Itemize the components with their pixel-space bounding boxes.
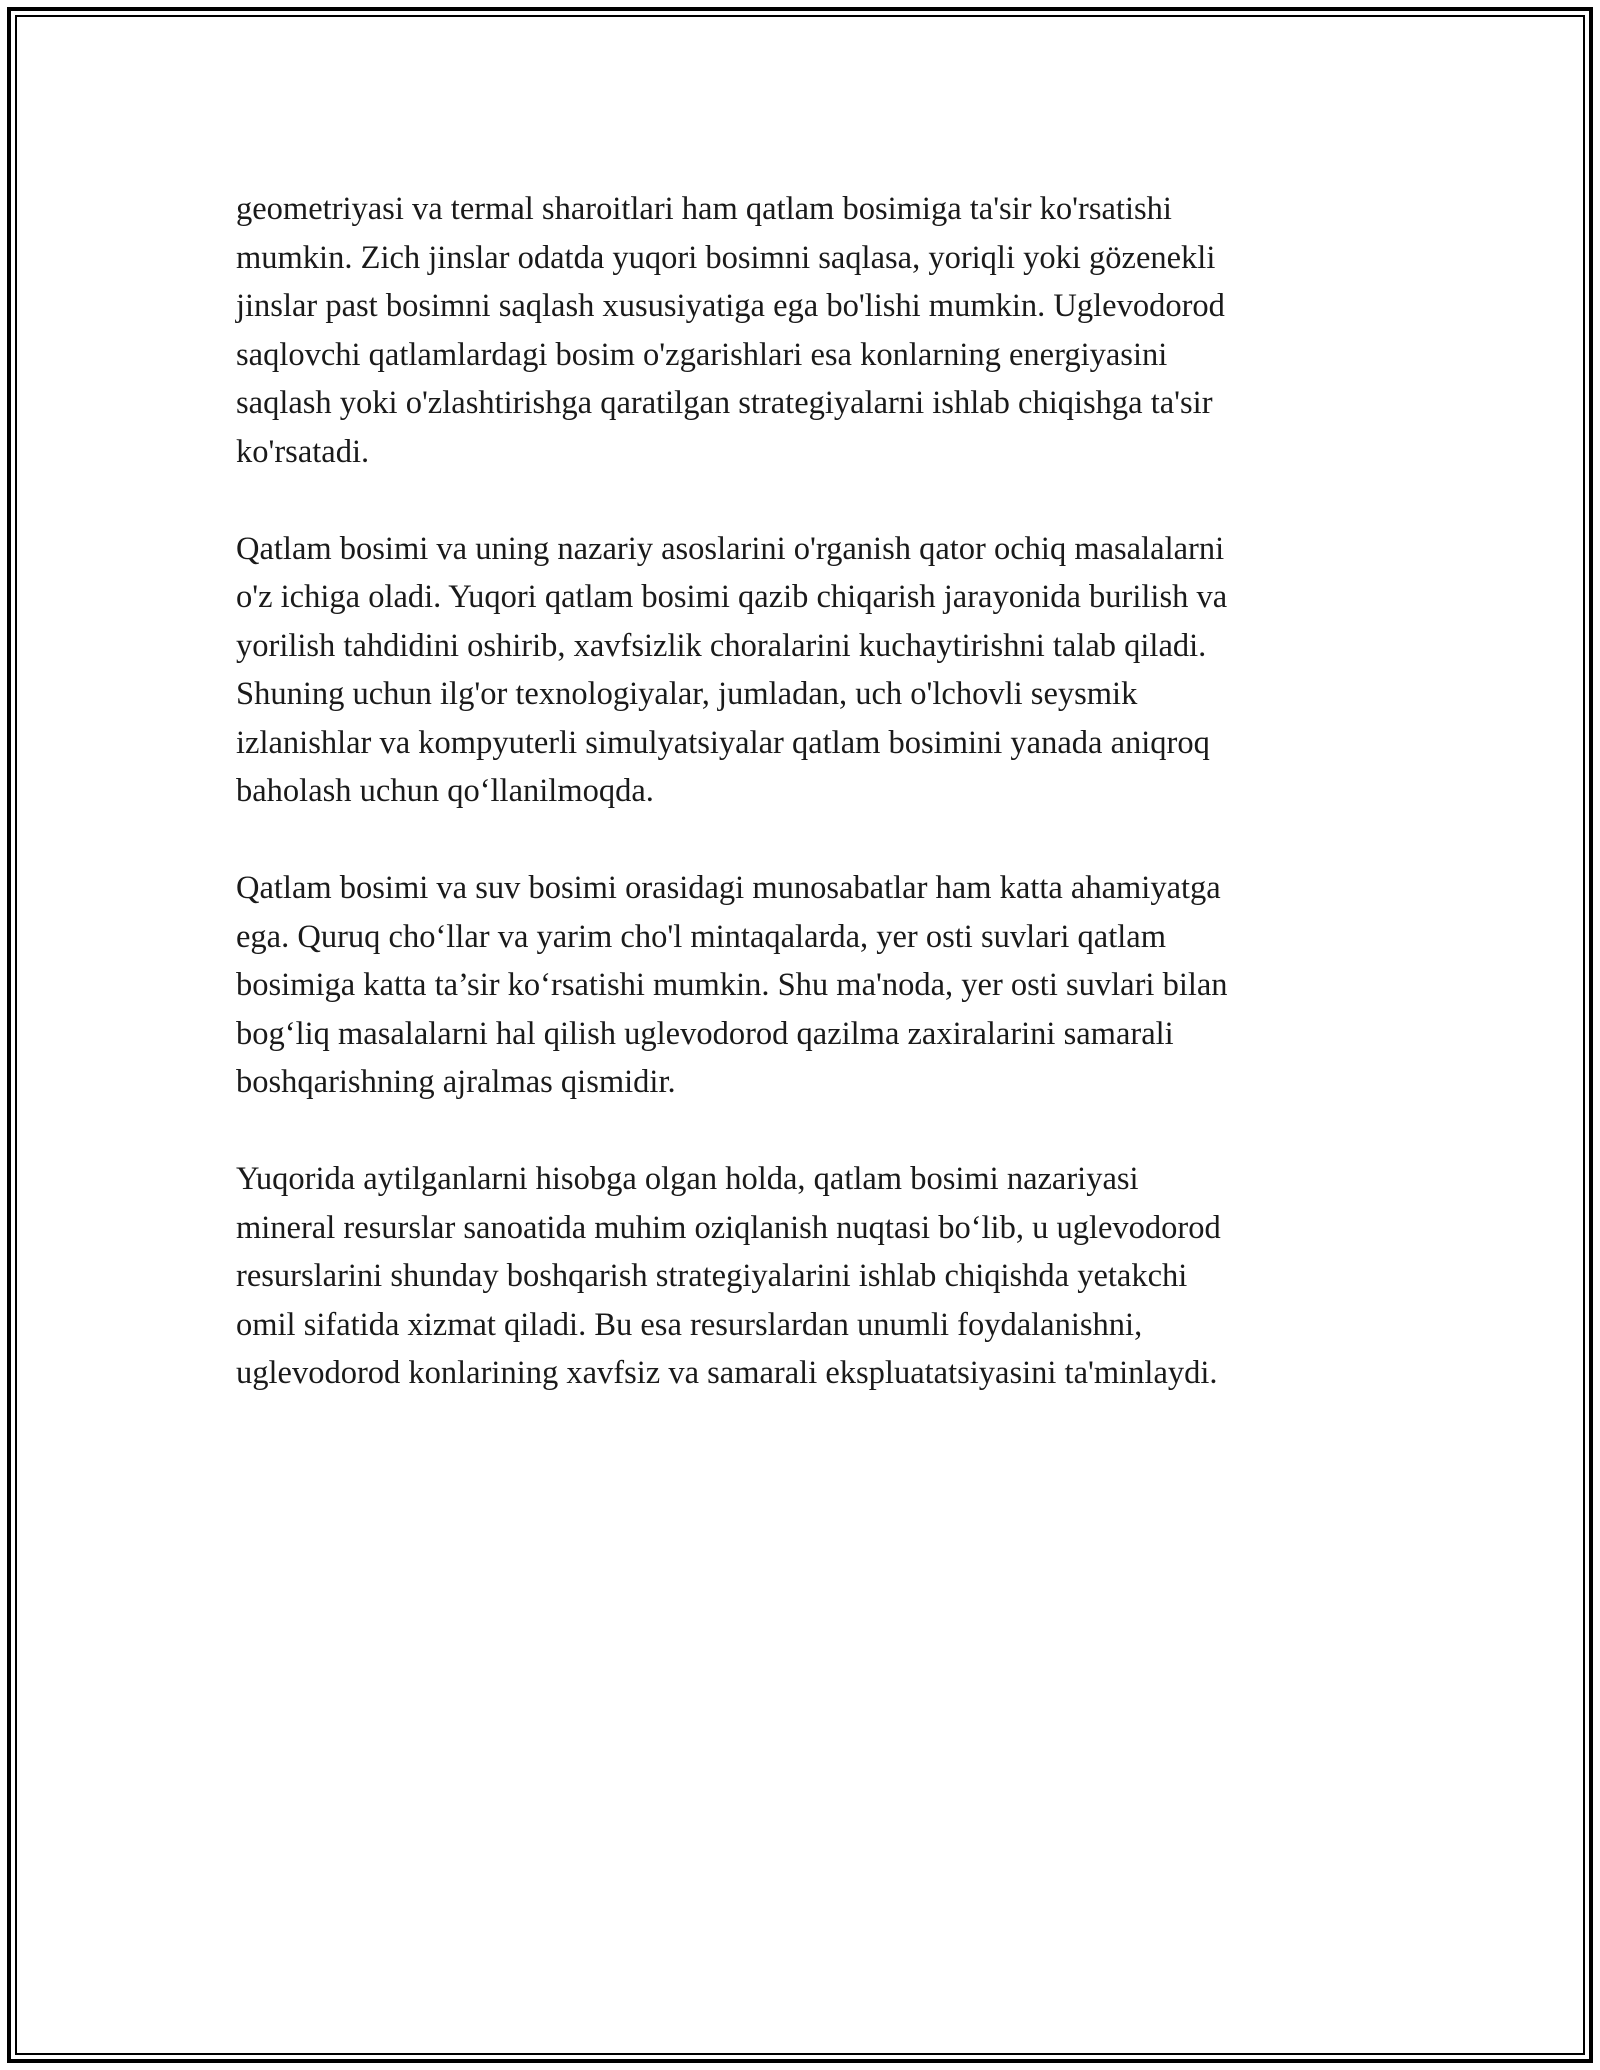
text-line: bosimiga katta ta’sir ko‘rsatishi mumkin. Shu ma'noda, yer osti suvlari bilan — [236, 967, 1228, 1003]
text-line: ko'rsatadi. — [236, 433, 370, 470]
text-line: Yuqorida aytilganlarni hisobga olgan holda, qatlam bosimi nazariyasi — [236, 1161, 1139, 1197]
text-line: bog‘liq masalalarni hal qilish uglevodorod qazilma zaxiralarini samarali — [236, 1015, 1174, 1052]
text-line: izlanishlar va kompyuterli simulyatsiyalar qatlam bosimini yanada aniqroq — [236, 724, 1210, 761]
text-line: o'z ichiga oladi. Yuqori qatlam bosimi qazib chiqarish jarayonida burilish va — [236, 579, 1228, 615]
text-line: geometriyasi va termal sharoitlari ham qatlam bosimiga ta'sir ko'rsatishi — [236, 191, 1172, 227]
document-body — [236, 185, 1386, 1446]
text-line: uglevodorod konlarining xavfsiz va samarali ekspluatatsiyasini ta'minlaydi. — [236, 1355, 1218, 1391]
text-line: mineral resurslar sanoatida muhim oziqlanish nuqtasi bo‘lib, u uglevodorod — [236, 1209, 1221, 1246]
paragraph-3 — [236, 864, 1386, 1107]
text-line: omil sifatida xizmat qiladi. Bu esa resurslardan unumli foydalanishni, — [236, 1306, 1143, 1343]
paragraph-1 — [236, 185, 1386, 476]
text-line: boshqarishning ajralmas qismidir. — [236, 1064, 676, 1100]
text-line: yorilish tahdidini oshirib, xavfsizlik choralarini kuchaytirishni talab qiladi. — [236, 627, 1207, 664]
text-line: Shuning uchun ilg'or texnologiyalar, jumladan, uch o'lchovli seysmik — [236, 676, 1138, 712]
text-line: Qatlam bosimi va uning nazariy asoslarini o'rganish qator ochiq masalalarni — [236, 530, 1225, 567]
paragraph-4 — [236, 1155, 1386, 1398]
text-line: mumkin. Zich jinslar odatda yuqori bosimni saqlasa, yoriqli yoki gözenekli — [236, 239, 1216, 276]
text-line: ega. Quruq cho‘llar va yarim cho'l mintaqalarda, yer osti suvlari qatlam — [236, 918, 1166, 955]
paragraph-2 — [236, 525, 1386, 816]
text-line: baholash uchun qo‘llanilmoqda. — [236, 773, 654, 809]
text-line: resurslarini shunday boshqarish strategiyalarini ishlab chiqishda yetakchi — [236, 1258, 1188, 1294]
text-line: saqlovchi qatlamlardagi bosim o'zgarishlari esa konlarning energiyasini — [236, 336, 1168, 373]
text-line: saqlash yoki o'zlashtirishga qaratilgan strategiyalarni ishlab chiqishga ta'sir — [236, 385, 1213, 421]
text-line: Qatlam bosimi va suv bosimi orasidagi munosabatlar ham katta ahamiyatga — [236, 870, 1221, 906]
text-line: jinslar past bosimni saqlash xususiyatiga ega bo'lishi mumkin. Uglevodorod — [236, 288, 1225, 324]
